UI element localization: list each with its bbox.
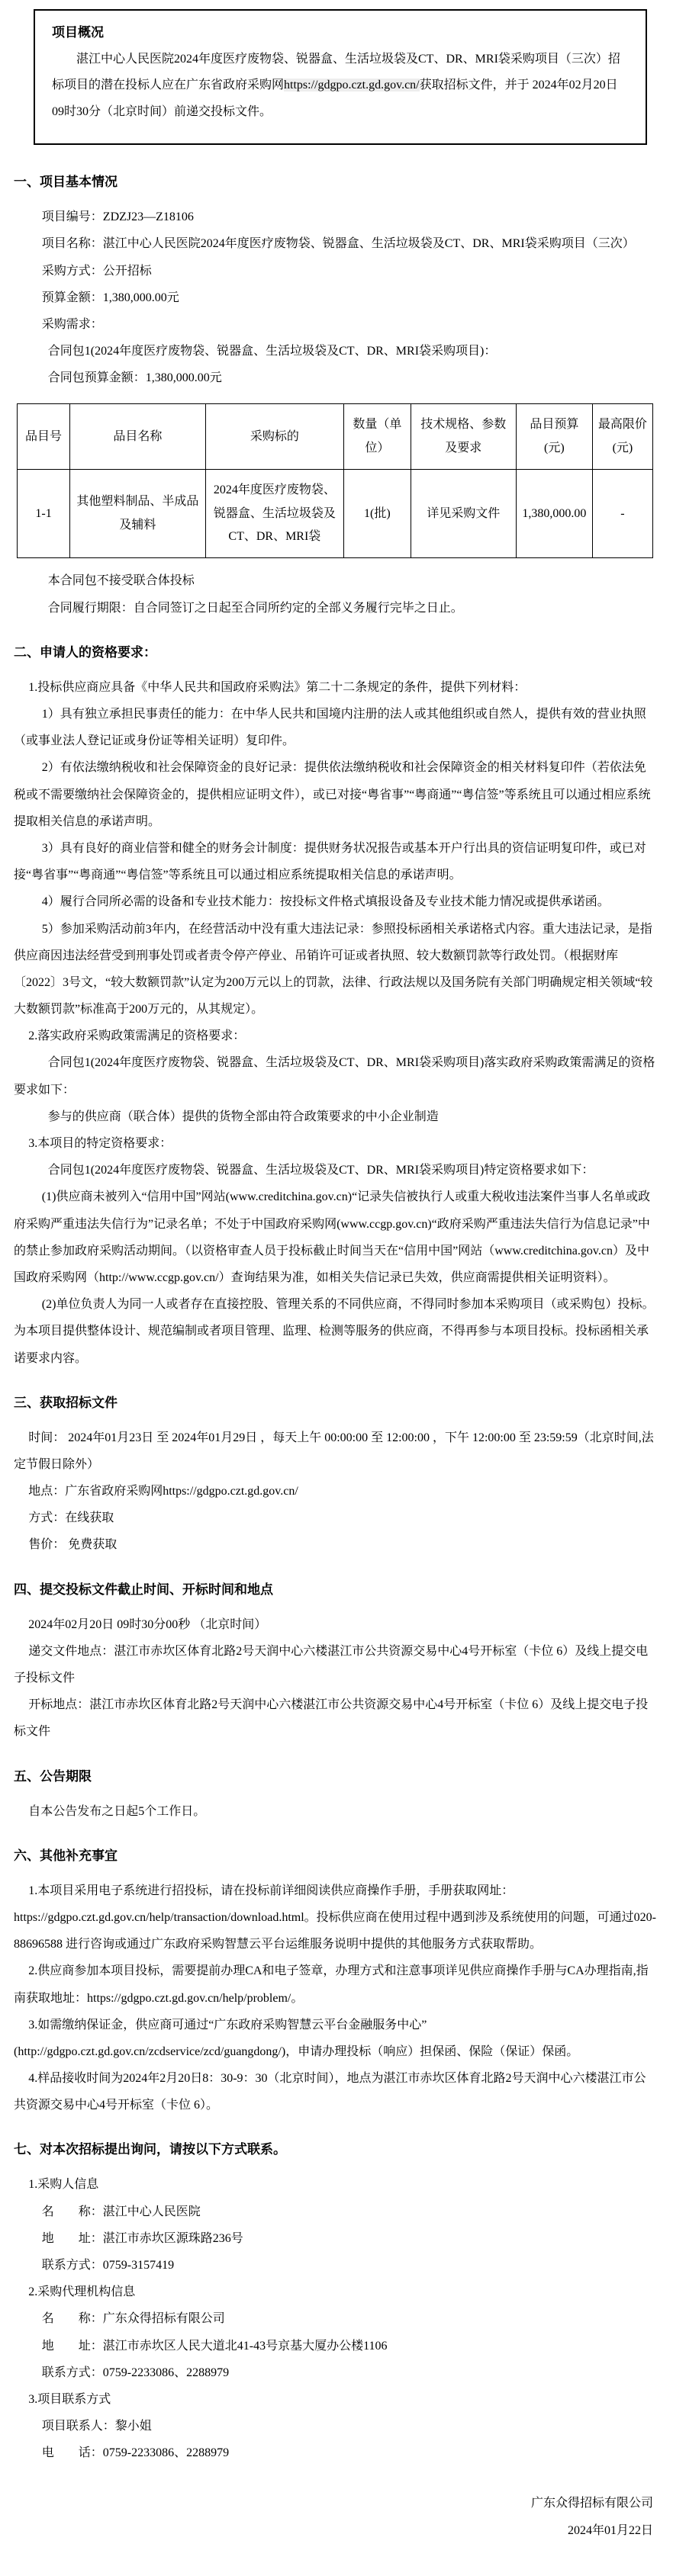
cell-item-budget: 1,380,000.00	[516, 470, 592, 558]
qualification-item-1-4: 4）履行合同所必需的设备和专业技术能力：按投标文件格式填报设备及专业技术能力情况或提供承诺函。	[41, 895, 610, 909]
deadline-datetime: 2024年02月20日 09时30分00秒 （北京时间）	[28, 1617, 267, 1631]
supplement-item-2: 2.供应商参加本项目投标，需要提前办理CA和电子签章，办理方式和注意事项详见供应商操作手册与CA办理指南,指南获取地址：https://gdgpo.czt.gd.gov.cn/help/problem/。	[14, 1964, 649, 2005]
section-4-heading: 四、提交投标文件截止时间、开标时间和地点	[14, 1582, 273, 1597]
obtain-price: 售价： 免费获取	[28, 1538, 118, 1552]
buyer-contact: 联系方式：0759-3157419	[41, 2259, 175, 2272]
section-5-heading: 五、公告期限	[14, 1768, 92, 1784]
obtain-place: 地点：广东省政府采购网https://gdgpo.czt.gd.gov.cn/	[28, 1485, 298, 1498]
project-contact-phone: 电 话：0759-2233086、2288979	[41, 2446, 230, 2460]
section-6-heading: 六、其他补充事宜	[14, 1848, 118, 1863]
col-header-procurement-subject: 采购标的	[205, 404, 344, 470]
col-header-max-price: 最高限价(元)	[592, 404, 652, 470]
specific-requirement-2: (2)单位负责人为同一人或者存在直接控股、管理关系的不同供应商，不得同时参加本采购项目（或采购包）投标。为本项目提供整体设计、规范编制或者项目管理、监理、检测等服务的供应商，不得再参与本项目投标。投标函相关承诺要求内容。	[14, 1298, 655, 1365]
project-number: 项目编号：ZDZJ23—Z18106	[41, 210, 194, 224]
overview-text-after: 获取招标文件，并于 2024年02月20日 09时30分（北京时间）前递交投标文件。	[52, 79, 618, 118]
qualification-item-1-5: 5）参加采购活动前3年内，在经营活动中没有重大违法记录：参照投标函相关承诺格式内容。重大违法记录，是指供应商因违法经营受到刑事处罚或者责令停产停业、吊销许可证或者执照、较大数额罚款等行政处罚。（根据财库〔2022〕3号文，“较大数额罚款”认定为200万元以上的罚款，法律、行政法规以及国务院有关部门明确规定相关领域“较大数额罚款”标准高于200万元的，从其规定）。	[14, 922, 653, 1017]
no-consortium-note: 本合同包不接受联合体投标	[47, 574, 195, 588]
signature-company: 广东众得招标有限公司	[530, 2496, 653, 2510]
qualification-item-1: 1.投标供应商应具备《中华人民共和国政府采购法》第二十二条规定的条件，提供下列材料：	[28, 680, 526, 694]
project-overview-box	[34, 9, 647, 145]
signature-date: 2024年01月22日	[567, 2524, 653, 2538]
section-1-heading: 一、项目基本情况	[14, 175, 118, 190]
qualification-item-3: 3.本项目的特定资格要求：	[28, 1137, 172, 1150]
supplement-item-3: 3.如需缴纳保证金，供应商可通过“广东政府采购智慧云平台金融服务中心”(http://gdgpo.czt.gd.gov.cn/zcdservice/zcd/guangdong/)，申请办理投标（响应）担保函、保险（保证）保函。	[14, 2018, 579, 2058]
contract-package-1: 合同包1(2024年度医疗废物袋、锐器盒、生活垃圾袋及CT、DR、MRI袋采购项目)：	[47, 345, 497, 358]
cell-item-name: 其他塑料制品、半成品及辅料	[70, 470, 205, 558]
overview-text-before: 湛江中心人民医院2024年度医疗废物袋、锐器盒、生活垃圾袋及CT、DR、MRI袋采购项目（三次）招标项目的潜在投标人应在广东省政府采购网	[52, 53, 620, 92]
procurement-items-table	[17, 403, 653, 558]
cell-item-no: 1-1	[18, 470, 70, 558]
agency-info-label: 2.采购代理机构信息	[28, 2285, 136, 2299]
section-3-heading: 三、获取招标文件	[14, 1395, 118, 1410]
budget-amount: 预算金额：1,380,000.00元	[41, 291, 179, 304]
obtain-method: 方式：在线获取	[28, 1511, 114, 1525]
supplement-item-4: 4.样品接收时间为2024年2月20日8：30-9：30（北京时间），地点为湛江市赤坎区体育北路2号天润中心六楼湛江市公共资源交易中心4号开标室（卡位 6）。	[14, 2072, 646, 2112]
overview-paragraph	[52, 47, 629, 125]
obtain-time: 时间： 2024年01月23日 至 2024年01月29日 ，每天上午 00:00:00 至 12:00:00 ，下午 12:00:00 至 23:59:59（北京时间,法定节假日除外）	[14, 1431, 654, 1471]
overview-title: 项目概况	[52, 25, 104, 40]
specific-requirement-1: (1)供应商未被列入“信用中国”网站(www.creditchina.gov.cn)“记录失信被执行人或重大税收违法案件当事人名单或政府采购严重违法失信行为”记录名单；不处于中国政府采购网(www.ccgp.gov.cn)“政府采购严重违法失信行为信息记录”中的禁止参加政府采购活动期间。（以资格审查人员于投标截止时间当天在“信用中国”网站（www.creditchina.gov.cn）及中国政府采购网（http://www.ccgp.gov.cn/）查询结果为准，如相关失信记录已失效，供应商需提供相关证明资料）。	[14, 1190, 651, 1284]
policy-requirement-package: 合同包1(2024年度医疗废物袋、锐器盒、生活垃圾袋及CT、DR、MRI袋采购项目)落实政府采购政策需满足的资格要求如下：	[14, 1056, 655, 1097]
project-contact-label: 3.项目联系方式	[28, 2392, 111, 2406]
col-header-item-budget: 品目预算(元)	[516, 404, 592, 470]
procurement-site-url: https://gdgpo.czt.gd.gov.cn/	[284, 79, 420, 92]
col-header-tech-spec: 技术规格、参数及要求	[411, 404, 516, 470]
agency-contact: 联系方式：0759-2233086、2288979	[41, 2366, 230, 2379]
qualification-item-2: 2.落实政府采购政策需满足的资格要求：	[28, 1029, 246, 1043]
buyer-name: 名 称：湛江中心人民医院	[41, 2205, 201, 2218]
buyer-info-label: 1.采购人信息	[28, 2178, 99, 2192]
cell-tech-spec: 详见采购文件	[411, 470, 516, 558]
section-7-heading: 七、对本次招标提出询问，请按以下方式联系。	[14, 2142, 286, 2157]
announcement-period: 自本公告发布之日起5个工作日。	[28, 1804, 206, 1818]
cell-procurement-subject: 2024年度医疗废物袋、锐器盒、生活垃圾袋及CT、DR、MRI袋	[205, 470, 344, 558]
procurement-demand-label: 采购需求：	[41, 317, 103, 331]
table-data-row	[18, 470, 653, 558]
project-name: 项目名称：湛江中心人民医院2024年度医疗废物袋、锐器盒、生活垃圾袋及CT、DR、MRI袋采购项目（三次）	[41, 237, 635, 251]
col-header-item-name: 品目名称	[70, 404, 205, 470]
table-header-row	[18, 404, 653, 470]
buyer-address: 地 址：湛江市赤坎区源珠路236号	[41, 2231, 243, 2245]
qualification-item-1-3: 3）具有良好的商业信誉和健全的财务会计制度：提供财务状况报告或基本开户行出具的资信证明复印件，或已对接“粤省事”“粤商通”“粤信签”等系统且可以通过相应系统提取相关信息的承诺声明。	[14, 841, 646, 882]
opening-place: 开标地点：湛江市赤坎区体育北路2号天润中心六楼湛江市公共资源交易中心4号开标室（卡位 6）及线上提交电子投标文件	[14, 1698, 649, 1739]
cell-max-price: -	[592, 470, 652, 558]
specific-requirement-package: 合同包1(2024年度医疗废物袋、锐器盒、生活垃圾袋及CT、DR、MRI袋采购项目)特定资格要求如下：	[47, 1164, 594, 1177]
col-header-item-no: 品目号	[18, 404, 70, 470]
submission-place: 递交文件地点：湛江市赤坎区体育北路2号天润中心六楼湛江市公共资源交易中心4号开标室（卡位 6）及线上提交电子投标文件	[14, 1644, 649, 1685]
sme-manufacture-note: 参与的供应商（联合体）提供的货物全部由符合政策要求的中小企业制造	[47, 1110, 439, 1123]
agency-name: 名 称：广东众得招标有限公司	[41, 2312, 225, 2326]
section-2-heading: 二、申请人的资格要求：	[14, 644, 156, 660]
col-header-quantity-unit: 数量（单位）	[344, 404, 411, 470]
qualification-item-1-2: 2）有依法缴纳税收和社会保障资金的良好记录：提供依法缴纳税收和社会保障资金的相关材料复印件（若依法免税或不需要缴纳社会保障资金的，提供相应证明文件），或已对接“粤省事”“粤商通”“粤信签”等系统且可以通过相应系统提取相关信息的承诺声明。	[14, 761, 651, 828]
contract-performance-period: 合同履行期限：自合同签订之日起至合同所约定的全部义务履行完毕之日止。	[47, 601, 463, 615]
supplement-item-1: 1.本项目采用电子系统进行招投标，请在投标前详细阅读供应商操作手册，手册获取网址：https://gdgpo.czt.gd.gov.cn/help/transaction/download.html。投标供应商在使用过程中遇到涉及系统使用的问题，可通过020-88696588 进行咨询或通过广东政府采购智慧云平台运维服务说明中提供的其他服务方式获取帮助。	[14, 1884, 657, 1951]
signature-block	[14, 2490, 658, 2546]
contract-package-budget: 合同包预算金额：1,380,000.00元	[47, 371, 222, 385]
qualification-item-1-1: 1）具有独立承担民事责任的能力：在中华人民共和国境内注册的法人或其他组织或自然人，提供有效的营业执照（或事业法人登记证或身份证等相关证明）复印件。	[14, 708, 646, 748]
procurement-method: 采购方式：公开招标	[41, 264, 152, 278]
project-contact-person: 项目联系人：黎小姐	[41, 2420, 152, 2433]
cell-quantity-unit: 1(批)	[344, 470, 411, 558]
agency-address: 地 址：湛江市赤坎区人民大道北41-43号京基大厦办公楼1106	[41, 2339, 388, 2353]
